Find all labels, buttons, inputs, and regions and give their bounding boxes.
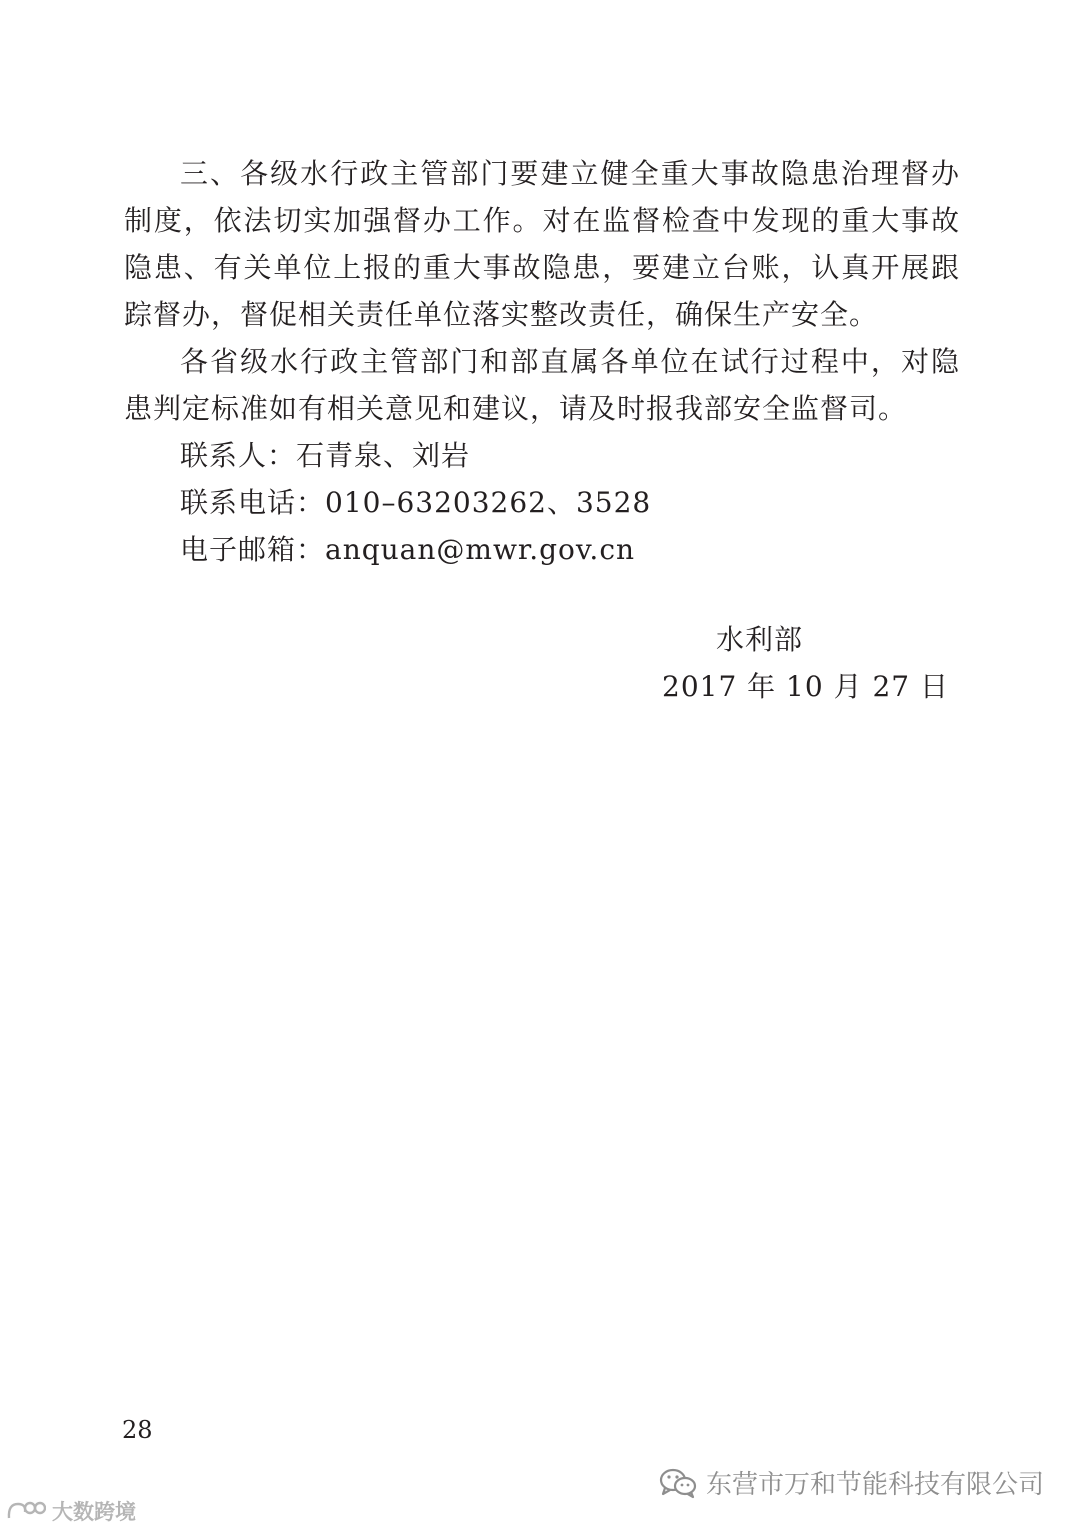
- signature-date: 2017 年 10 月 27 日: [662, 670, 950, 703]
- wechat-watermark-text: 东营市万和节能科技有限公司: [705, 1470, 1044, 1500]
- brand-watermark-text: 大数跨境: [52, 1500, 136, 1524]
- signature-organization: 水利部: [716, 623, 804, 656]
- contact-phone: 联系电话：010–63203262、3528: [180, 486, 652, 519]
- document-body: [124, 150, 960, 573]
- wechat-icon: [658, 1466, 698, 1500]
- page-number: 28: [122, 1416, 153, 1444]
- wechat-watermark: [658, 1464, 1044, 1501]
- contact-person: 联系人：石青泉、刘岩: [180, 439, 471, 472]
- contact-email: 电子邮箱：anquan@mwr.gov.cn: [180, 533, 636, 566]
- brand-watermark: [6, 1496, 136, 1526]
- paragraph-supervision: 三、各级水行政主管部门要建立健全重大事故隐患治理督办制度，依法切实加强督办工作。对在监督检查中发现的重大事故隐患、有关单位上报的重大事故隐患，要建立台账，认真开展跟踪督办，督促相关责任单位落实整改责任，确保生产安全。: [124, 157, 960, 331]
- logo-icon: [6, 1498, 46, 1524]
- paragraph-feedback: 各省级水行政主管部门和部直属各单位在试行过程中，对隐患判定标准如有相关意见和建议，请及时报我部安全监督司。: [124, 345, 960, 425]
